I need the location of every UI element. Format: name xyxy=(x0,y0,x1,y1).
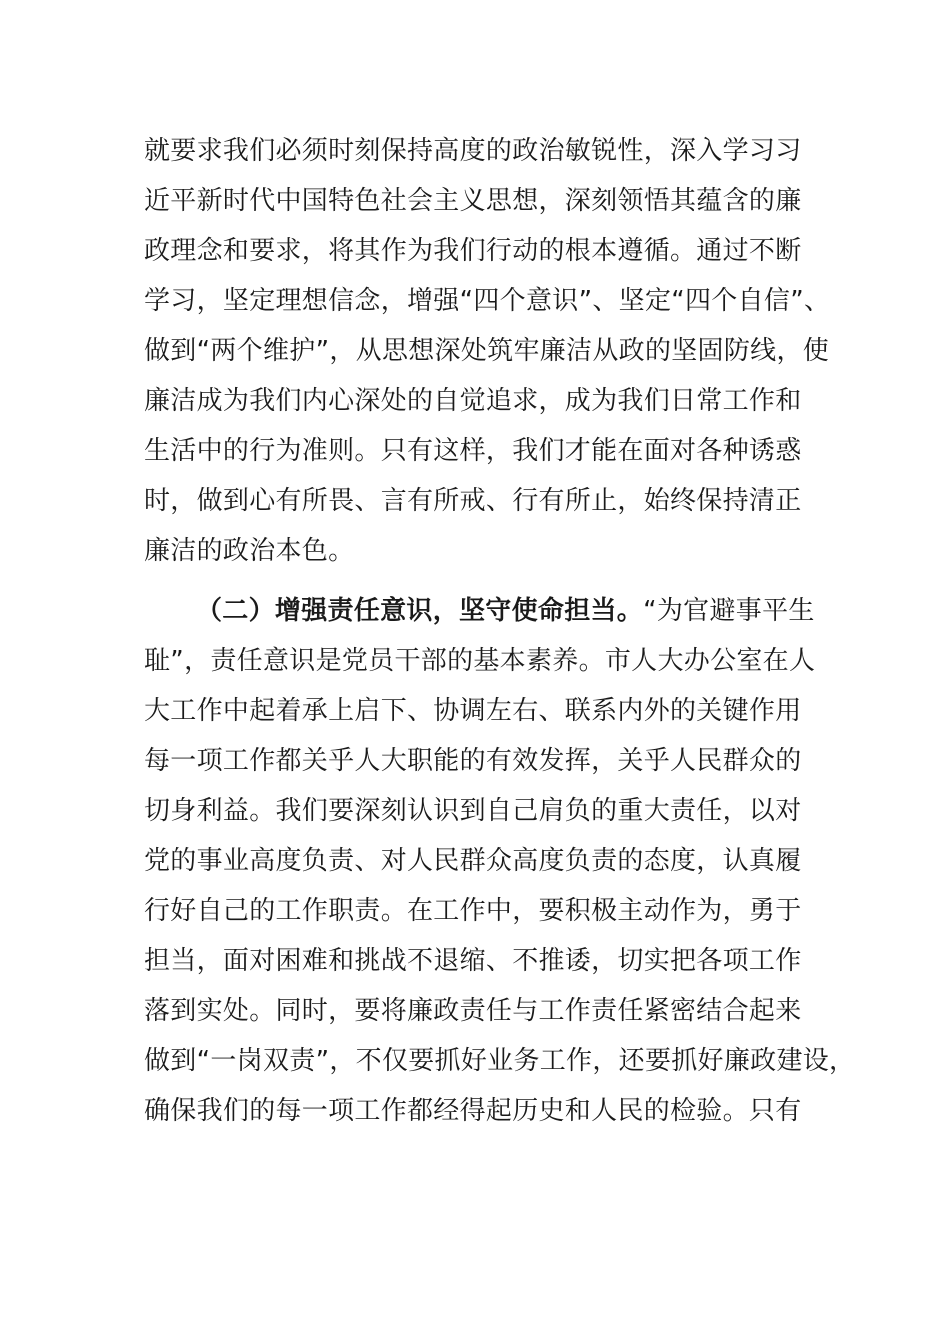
paragraph-line: 耻”，责任意识是党员干部的基本素养。市人大办公室在人 xyxy=(144,646,816,676)
paragraph-line: 生活中的行为准则。只有这样，我们才能在面对各种诱惑 xyxy=(144,436,802,466)
paragraph-line: 就要求我们必须时刻保持高度的政治敏锐性，深入学习习 xyxy=(144,136,802,166)
paragraph-line: 近平新时代中国特色社会主义思想，深刻领悟其蕴含的廉 xyxy=(144,186,802,216)
paragraph-line: 廉洁成为我们内心深处的自觉追求，成为我们日常工作和 xyxy=(144,386,802,416)
paragraph-2 xyxy=(144,586,856,1136)
paragraph-first-line xyxy=(144,586,834,636)
paragraph-line: 政理念和要求，将其作为我们行动的根本遵循。通过不断 xyxy=(144,236,802,266)
quote-text: “为官避事平生 xyxy=(643,596,815,626)
paragraph-line: 时，做到心有所畏、言有所戒、行有所止，始终保持清正 xyxy=(144,486,802,516)
section-heading: （二）增强责任意识，坚守使命担当。 xyxy=(196,596,644,626)
paragraph-line: 大工作中起着承上启下、协调左右、联系内外的关键作用 xyxy=(144,696,802,726)
paragraph-line: 行好自己的工作职责。在工作中，要积极主动作为，勇于 xyxy=(144,896,802,926)
paragraph-line: 党的事业高度负责、对人民群众高度负责的态度，认真履 xyxy=(144,846,802,876)
paragraph-line: 做到“两个维护”，从思想深处筑牢廉洁从政的坚固防线，使 xyxy=(144,336,830,366)
paragraph-line: 担当，面对困难和挑战不退缩、不推诿，切实把各项工作 xyxy=(144,946,802,976)
paragraph-line: 做到“一岗双责”，不仅要抓好业务工作，还要抓好廉政建设， xyxy=(144,1046,856,1076)
paragraph-line: 每一项工作都关乎人大职能的有效发挥，关乎人民群众的 xyxy=(144,746,802,776)
paragraph-line: 确保我们的每一项工作都经得起历史和人民的检验。只有 xyxy=(144,1096,802,1126)
paragraph-line: 学习，坚定理想信念，增强“四个意识”、坚定“四个自信”、 xyxy=(144,286,831,316)
paragraph-line: 廉洁的政治本色。 xyxy=(144,536,355,566)
paragraph-1 xyxy=(144,126,834,576)
paragraph-line: 切身利益。我们要深刻认识到自己肩负的重大责任，以对 xyxy=(144,796,802,826)
paragraph-line: 落到实处。同时，要将廉政责任与工作责任紧密结合起来 xyxy=(144,996,802,1026)
